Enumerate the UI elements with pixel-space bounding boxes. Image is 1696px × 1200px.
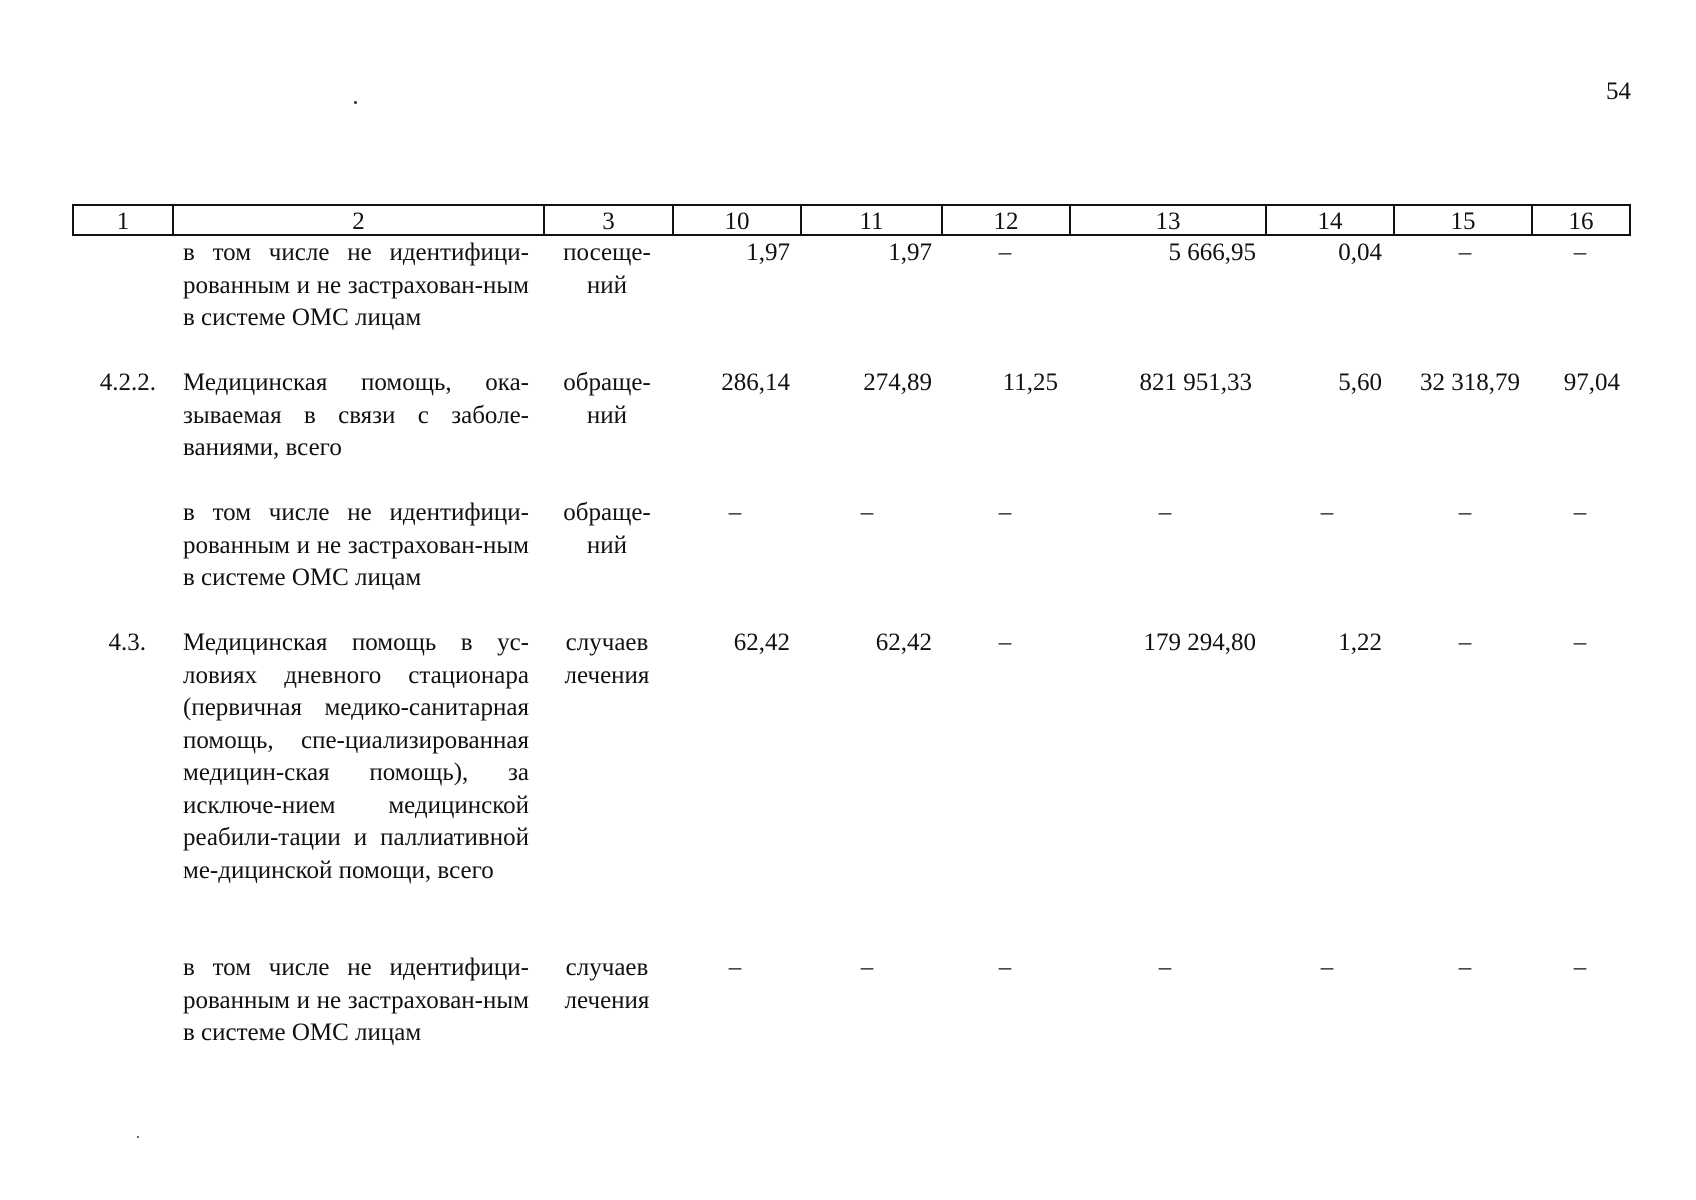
value-col-14: – [1320, 499, 1334, 526]
header-col-2: 2 [172, 204, 545, 236]
value-col-10: 286,14 [721, 369, 790, 396]
value-col-13: – [1158, 499, 1172, 526]
row-description: в том числе не идентифици-рованным и не застрахован-ным в системе ОМС лицам [183, 239, 529, 331]
value-col-10: – [728, 499, 742, 526]
value-col-16: 97,04 [1563, 369, 1620, 396]
row-unit: случаев лечения [564, 954, 650, 1014]
value-col-11: – [860, 499, 874, 526]
value-col-13: – [1158, 954, 1172, 981]
value-col-13: 5 666,95 [1168, 239, 1256, 266]
value-col-16: – [1573, 499, 1587, 526]
value-col-12: 11,25 [1002, 369, 1058, 396]
value-col-13: 821 951,33 [1139, 369, 1252, 396]
value-col-10: – [728, 954, 742, 981]
value-col-10: 62,42 [733, 629, 790, 656]
header-col-10: 10 [672, 204, 802, 236]
row-description: в том числе не идентифици-рованным и не застрахован-ным в системе ОМС лицам [183, 499, 529, 591]
header-col-16: 16 [1531, 204, 1631, 236]
header-col-11: 11 [800, 204, 943, 236]
scan-speck-top [354, 101, 357, 104]
value-col-16: – [1573, 239, 1587, 266]
value-col-11: 274,89 [863, 369, 932, 396]
value-col-15: – [1458, 239, 1472, 266]
row-unit: случаев лечения [564, 629, 650, 689]
header-col-14: 14 [1265, 204, 1395, 236]
header-col-1: 1 [72, 204, 174, 236]
value-col-16: – [1573, 629, 1587, 656]
header-col-3: 3 [543, 204, 674, 236]
value-col-15: 32 318,79 [1420, 369, 1520, 396]
value-col-14: 0,04 [1338, 239, 1382, 266]
header-col-12: 12 [941, 204, 1071, 236]
value-col-10: 1,97 [746, 239, 790, 266]
row-description: Медицинская помощь, ока-зываемая в связи с заболе-ваниями, всего [183, 369, 529, 461]
row-description: в том числе не идентифици-рованным и не застрахован-ным в системе ОМС лицам [183, 954, 529, 1046]
value-col-14: 1,22 [1338, 629, 1382, 656]
value-col-14: 5,60 [1338, 369, 1382, 396]
row-unit: обраще-ний [563, 369, 651, 429]
value-col-15: – [1458, 954, 1472, 981]
scan-speck-bottom [137, 1136, 139, 1138]
value-col-13: 179 294,80 [1143, 629, 1256, 656]
value-col-15: – [1458, 629, 1472, 656]
value-col-12: – [998, 499, 1012, 526]
row-description: Медицинская помощь в ус-ловиях дневного стационара (первичная медико-санитарная помощь, спе-циализированная медицин-ская помощь), за исключе-нием медицинской реабили-тации и паллиативной ме-дицинской помощи, всего [183, 629, 529, 884]
value-col-16: – [1573, 954, 1587, 981]
value-col-12: – [998, 239, 1012, 266]
row-code: 4.3. [108, 629, 146, 656]
header-col-13: 13 [1069, 204, 1267, 236]
value-col-12: – [998, 629, 1012, 656]
value-col-11: – [860, 954, 874, 981]
row-unit: посеще-ний [563, 239, 651, 299]
row-code: 4.2.2. [99, 369, 156, 396]
value-col-14: – [1320, 954, 1334, 981]
value-col-11: 1,97 [888, 239, 932, 266]
header-col-15: 15 [1393, 204, 1533, 236]
value-col-11: 62,42 [875, 629, 932, 656]
value-col-12: – [998, 954, 1012, 981]
value-col-15: – [1458, 499, 1472, 526]
row-unit: обраще-ний [563, 499, 651, 559]
page-number: 54 [1606, 78, 1631, 105]
